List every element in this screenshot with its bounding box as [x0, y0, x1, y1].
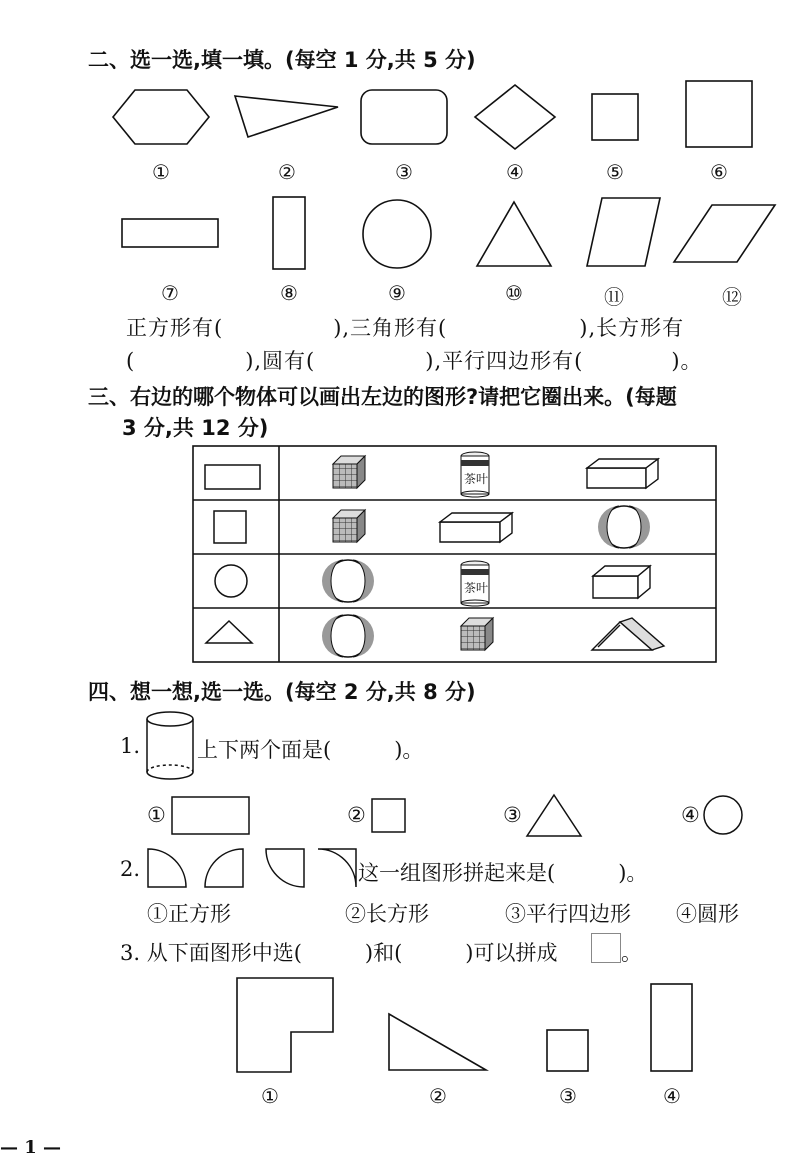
question-1-option: ③: [503, 803, 522, 827]
question-3-option: ①: [261, 1084, 279, 1108]
small-square-shape: [547, 1030, 588, 1071]
right-triangle-shape: [389, 1014, 486, 1070]
page-number: — 1 —: [0, 1137, 62, 1158]
question-1-option: ④: [681, 803, 700, 827]
fill-blank-line-1: 正方形有( ),三角形有( ),长方形有: [126, 316, 685, 340]
question-1-option: ②: [347, 803, 366, 827]
section-3-title: 三、右边的哪个物体可以画出左边的图形?请把它圈出来。(每题: [88, 385, 677, 409]
question-1-text: 上下两个面是( )。: [197, 738, 424, 762]
shape-number: ⑧: [280, 281, 298, 305]
question-2-option: ①正方形: [147, 902, 231, 926]
question-3-option: ③: [559, 1084, 577, 1108]
question-2-text: 这一组图形拼起来是( )。: [358, 861, 648, 885]
question-2-option: ④圆形: [676, 902, 739, 926]
section-4-title: 四、想一想,选一选。(每空 2 分,共 8 分): [88, 680, 476, 704]
shape-number: ⑥: [710, 160, 728, 184]
shape-number: ⑩: [505, 281, 523, 305]
tea-can-label: 茶叶: [464, 472, 489, 486]
fill-blank-line-2: ( ),圆有( ),平行四边形有( )。: [126, 349, 703, 373]
shape-number: ⑫: [722, 285, 742, 309]
shape-number: ②: [278, 160, 296, 184]
shape-number: ⑦: [161, 281, 179, 305]
question-3-text-end: 。: [621, 941, 642, 965]
question-3-option: ②: [429, 1084, 447, 1108]
question-2-option: ②长方形: [345, 902, 429, 926]
tall-rectangle-shape: [651, 984, 692, 1071]
question-1-option: ①: [147, 803, 166, 827]
shape-number: ④: [506, 160, 524, 184]
shape-number: ①: [152, 160, 170, 184]
section-2-title: 二、选一选,填一填。(每空 1 分,共 5 分): [88, 48, 476, 72]
l-shape: [237, 978, 333, 1072]
question-2-option: ③平行四边形: [505, 902, 631, 926]
question-3-option: ④: [663, 1084, 681, 1108]
shape-number: ③: [395, 160, 413, 184]
question-3-text: 3. 从下面图形中选( )和( )可以拼成: [120, 941, 558, 965]
shape-number: ⑤: [606, 160, 624, 184]
question-1-number: 1.: [120, 734, 141, 758]
question-2-number: 2.: [120, 857, 141, 881]
shape-number: ⑪: [604, 285, 624, 309]
tea-can-label: 茶叶: [464, 581, 489, 595]
shape-number: ⑨: [388, 281, 406, 305]
section-3-title-cont: 3 分,共 12 分): [122, 416, 269, 440]
